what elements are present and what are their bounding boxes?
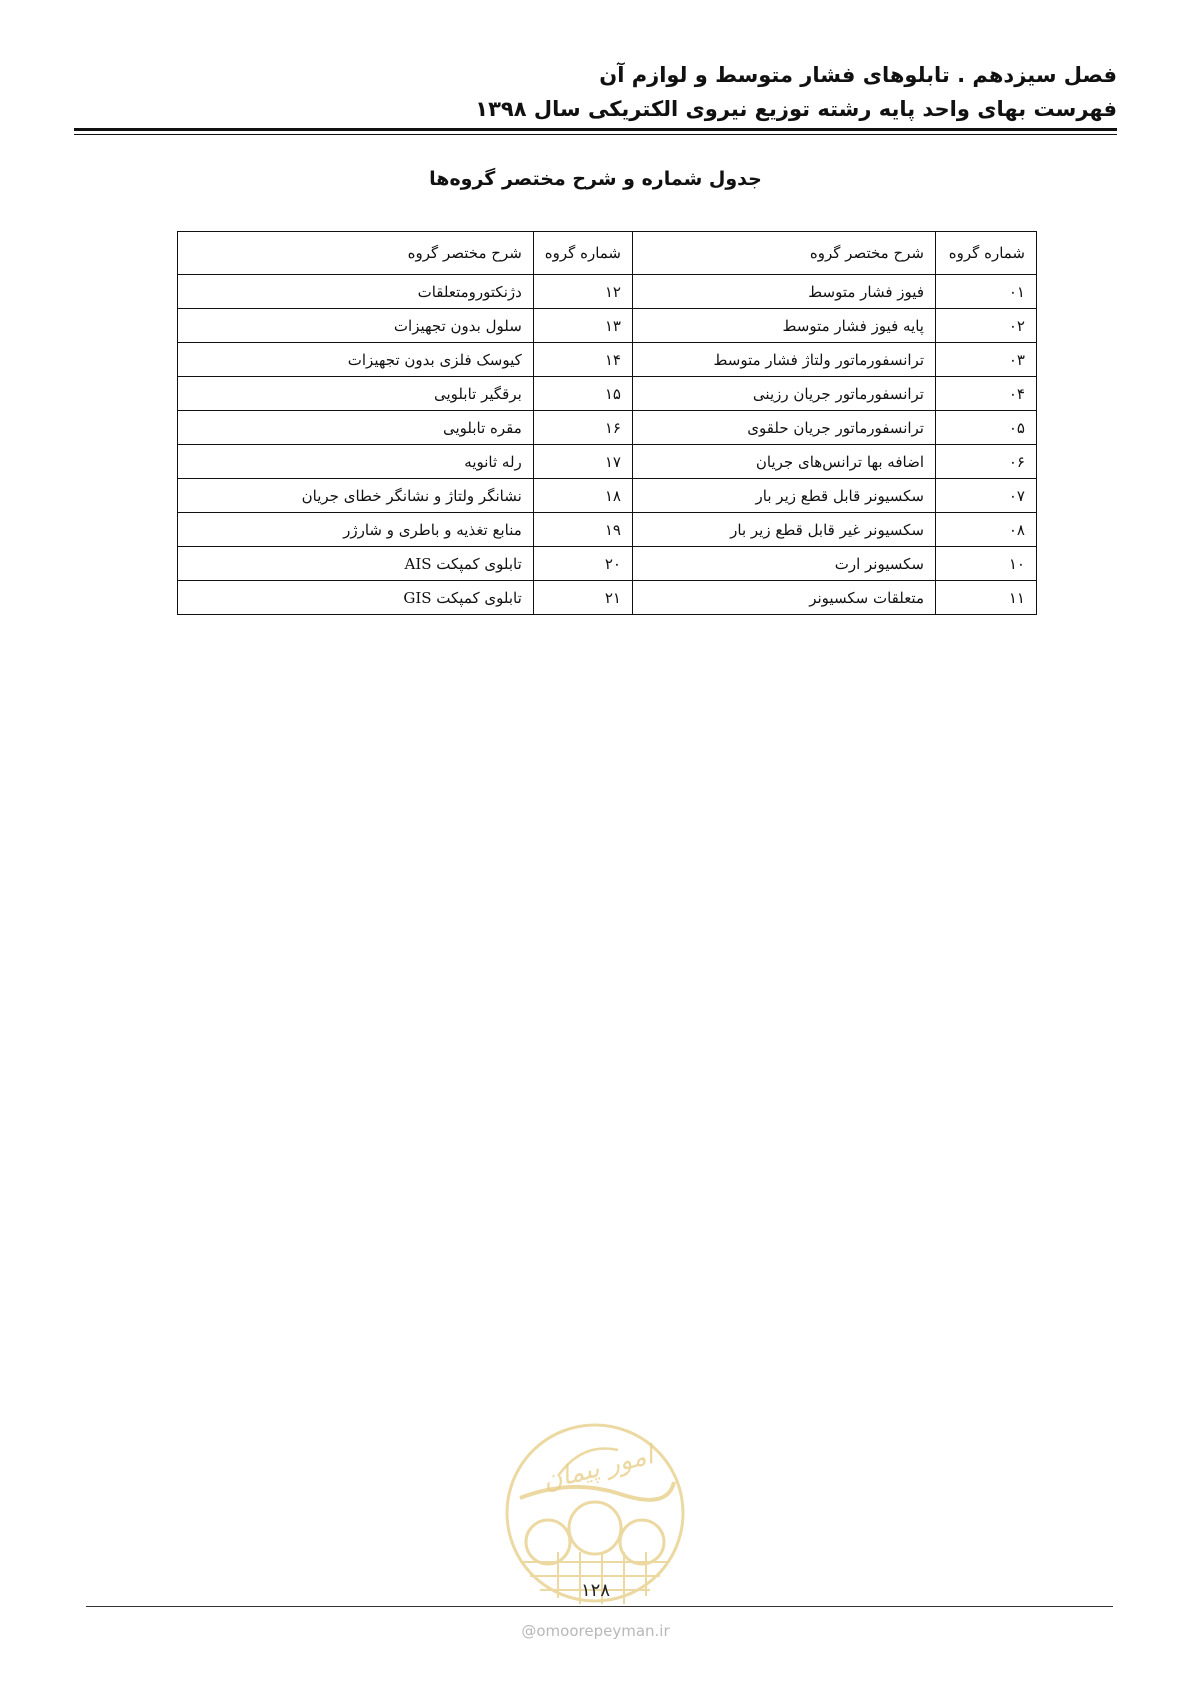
cell-group-number-2: ۱۵ [533, 377, 632, 411]
table-row [178, 275, 1037, 309]
cell-short-description-2: دژنکتورومتعلقات [178, 275, 534, 309]
cell-short-description-2: نشانگر ولتاژ و نشانگر خطای جریان [178, 479, 534, 513]
cell-group-number-2: ۱۲ [533, 275, 632, 309]
page-header [74, 58, 1117, 126]
cell-group-number: ۱۱ [936, 581, 1037, 615]
cell-short-description: سکسیونر قابل قطع زیر بار [633, 479, 936, 513]
cell-group-number: ۰۶ [936, 445, 1037, 479]
cell-group-number-2: ۱۷ [533, 445, 632, 479]
table-row [178, 581, 1037, 615]
cell-group-number: ۰۸ [936, 513, 1037, 547]
cell-short-description: سکسیونر ارت [633, 547, 936, 581]
table-row [178, 445, 1037, 479]
group-table [177, 231, 1037, 615]
table-row [178, 343, 1037, 377]
cell-group-number: ۰۷ [936, 479, 1037, 513]
table-row [178, 479, 1037, 513]
header-divider-thin [74, 134, 1117, 135]
watermark-logo [502, 1420, 688, 1606]
header-divider-thick [74, 128, 1117, 131]
cell-short-description: متعلقات سکسیونر [633, 581, 936, 615]
header-short-description-2: شرح مختصر گروه [178, 232, 534, 275]
cell-short-description: ترانسفورماتور جریان حلقوی [633, 411, 936, 445]
header-group-number: شماره گروه [936, 232, 1037, 275]
site-url: @omoorepeyman.ir [521, 1622, 670, 1640]
cell-short-description: فیوز فشار متوسط [633, 275, 936, 309]
cell-short-description-2: مقره تابلویی [178, 411, 534, 445]
cell-short-description-2: سلول بدون تجهیزات [178, 309, 534, 343]
cell-short-description-2: کیوسک فلزی بدون تجهیزات [178, 343, 534, 377]
cell-group-number-2: ۱۸ [533, 479, 632, 513]
table-row [178, 513, 1037, 547]
cell-short-description-2: تابلوی کمپکت AIS [178, 547, 534, 581]
cell-group-number: ۰۲ [936, 309, 1037, 343]
cell-short-description: اضافه بها ترانس‌های جریان [633, 445, 936, 479]
cell-short-description: سکسیونر غیر قابل قطع زیر بار [633, 513, 936, 547]
watermark-text: امور پیمان [539, 1440, 657, 1497]
table-row [178, 309, 1037, 343]
cell-short-description-2: منابع تغذیه و باطری و شارژر [178, 513, 534, 547]
table-row [178, 411, 1037, 445]
header-group-number-2: شماره گروه [533, 232, 632, 275]
cell-short-description: پایه فیوز فشار متوسط [633, 309, 936, 343]
cell-group-number-2: ۱۳ [533, 309, 632, 343]
cell-group-number-2: ۱۹ [533, 513, 632, 547]
cell-short-description: ترانسفورماتور جریان رزینی [633, 377, 936, 411]
cell-group-number: ۰۵ [936, 411, 1037, 445]
footer-divider [86, 1606, 1113, 1607]
page-number: ۱۲۸ [580, 1580, 610, 1601]
cell-short-description-2: رله ثانویه [178, 445, 534, 479]
header-short-description: شرح مختصر گروه [633, 232, 936, 275]
table-row [178, 547, 1037, 581]
cell-short-description: ترانسفورماتور ولتاژ فشار متوسط [633, 343, 936, 377]
document-title: فهرست بهای واحد پایه رشته توزیع نیروی الکتریکی سال ۱۳۹۸ [475, 97, 1117, 121]
table-title: جدول شماره و شرح مختصر گروه‌ها [429, 168, 762, 190]
table-body [178, 275, 1037, 615]
table-row [178, 377, 1037, 411]
cell-group-number-2: ۱۶ [533, 411, 632, 445]
cell-short-description-2: تابلوی کمپکت GIS [178, 581, 534, 615]
cell-short-description-2: برقگیر تابلویی [178, 377, 534, 411]
cell-group-number-2: ۲۱ [533, 581, 632, 615]
cell-group-number: ۰۳ [936, 343, 1037, 377]
cell-group-number: ۰۴ [936, 377, 1037, 411]
cell-group-number-2: ۱۴ [533, 343, 632, 377]
cell-group-number-2: ۲۰ [533, 547, 632, 581]
cell-group-number: ۰۱ [936, 275, 1037, 309]
chapter-title: فصل سیزدهم . تابلوهای فشار متوسط و لوازم آن [599, 63, 1117, 87]
table-header-row [178, 232, 1037, 275]
cell-group-number: ۱۰ [936, 547, 1037, 581]
